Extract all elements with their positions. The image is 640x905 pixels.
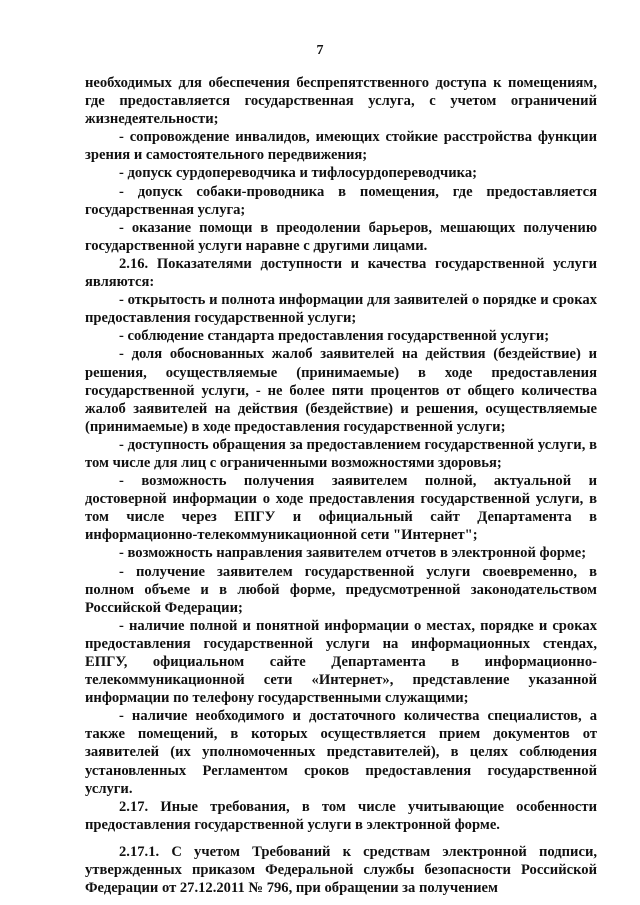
paragraph-standard-compliance: - соблюдение стандарта предоставления государственной услуги; (119, 328, 550, 345)
paragraph-section-2-17-1: 2.17.1. С учетом Требований к средствам электронной подписи, утвержденных приказом Федеральной службы безопасности Российской Федерации от 27.12.2011 № 796, при обращении за получением (85, 843, 597, 897)
paragraph-complaints-share: - доля обоснованных жалоб заявителей на действия (бездействие) и решения, осуществляемые (принимаемые) в ходе предоставления государственной услуги, - не более пяти процентов от общего количества жалоб заявителей на действия (бездействие) и решения, осуществляемые (принимаемые) в ходе предоставления государственной услуги; (85, 346, 597, 435)
paragraph-escort-disabled: - сопровождение инвалидов, имеющих стойкие расстройства функции зрения и самостоятельного передвижения; (85, 129, 597, 164)
paragraph-access-availability: - доступность обращения за предоставлением государственной услуги, в том числе для лиц с ограниченными возможностями здоровья; (85, 436, 597, 471)
paragraph-full-information: - наличие полной и понятной информации о местах, порядке и сроках предоставления государственной услуги на информационных стендах, ЕПГУ, официальном сайте Департамента в информационно-телекоммуникационной сети «Интернет», представление указанной информации по телефону государственными служащими; (85, 617, 597, 707)
paragraph-progress-info: - возможность получения заявителем полной, актуальной и достоверной информации о ходе предоставления государственной услуги, в том числе через ЕПГУ и официальный сайт Департамента в информационно-телекоммуникационной сети "Интернет"; (85, 473, 597, 544)
page-number: 7 (316, 43, 324, 58)
paragraph-sign-interpreter: - допуск сурдопереводчика и тифлосурдопереводчика; (119, 165, 477, 182)
paragraph-barrier-help: - оказание помощи в преодолении барьеров, мешающих получению государственной услуги наравне с другими лицами. (85, 219, 597, 254)
document-body (85, 74, 597, 897)
paragraph-staff-premises: - наличие необходимого и достаточного количества специалистов, а также помещений, в которых осуществляется прием документов от заявителей (их уполномоченных представителей), в целях соблюдения установленных Регламентом сроков предоставления государственной услуги. (85, 708, 597, 797)
paragraph-section-2-16: 2.16. Показателями доступности и качества государственной услуги являются: (85, 255, 597, 291)
paragraph-accessibility-continuation: необходимых для обеспечения беспрепятственного доступа к помещениям, где предоставляется государственная услуга, с учетом ограничений жизнедеятельности; (85, 75, 597, 128)
paragraph-guide-dog: - допуск собаки-проводника в помещения, где предоставляется государственная услуга; (85, 183, 597, 218)
paragraph-timely-service: - получение заявителем государственной услуги своевременно, в полном объеме и в любой форме, предусмотренной законодательством Российской Федерации; (85, 563, 597, 616)
paragraph-info-openness: - открытость и полнота информации для заявителей о порядке и сроках предоставления государственной услуги; (85, 292, 597, 327)
paragraph-section-2-17: 2.17. Иные требования, в том числе учитывающие особенности предоставления государственной услуги в электронной форме. (85, 798, 597, 833)
paragraph-electronic-reports: - возможность направления заявителем отчетов в электронной форме; (119, 545, 587, 562)
